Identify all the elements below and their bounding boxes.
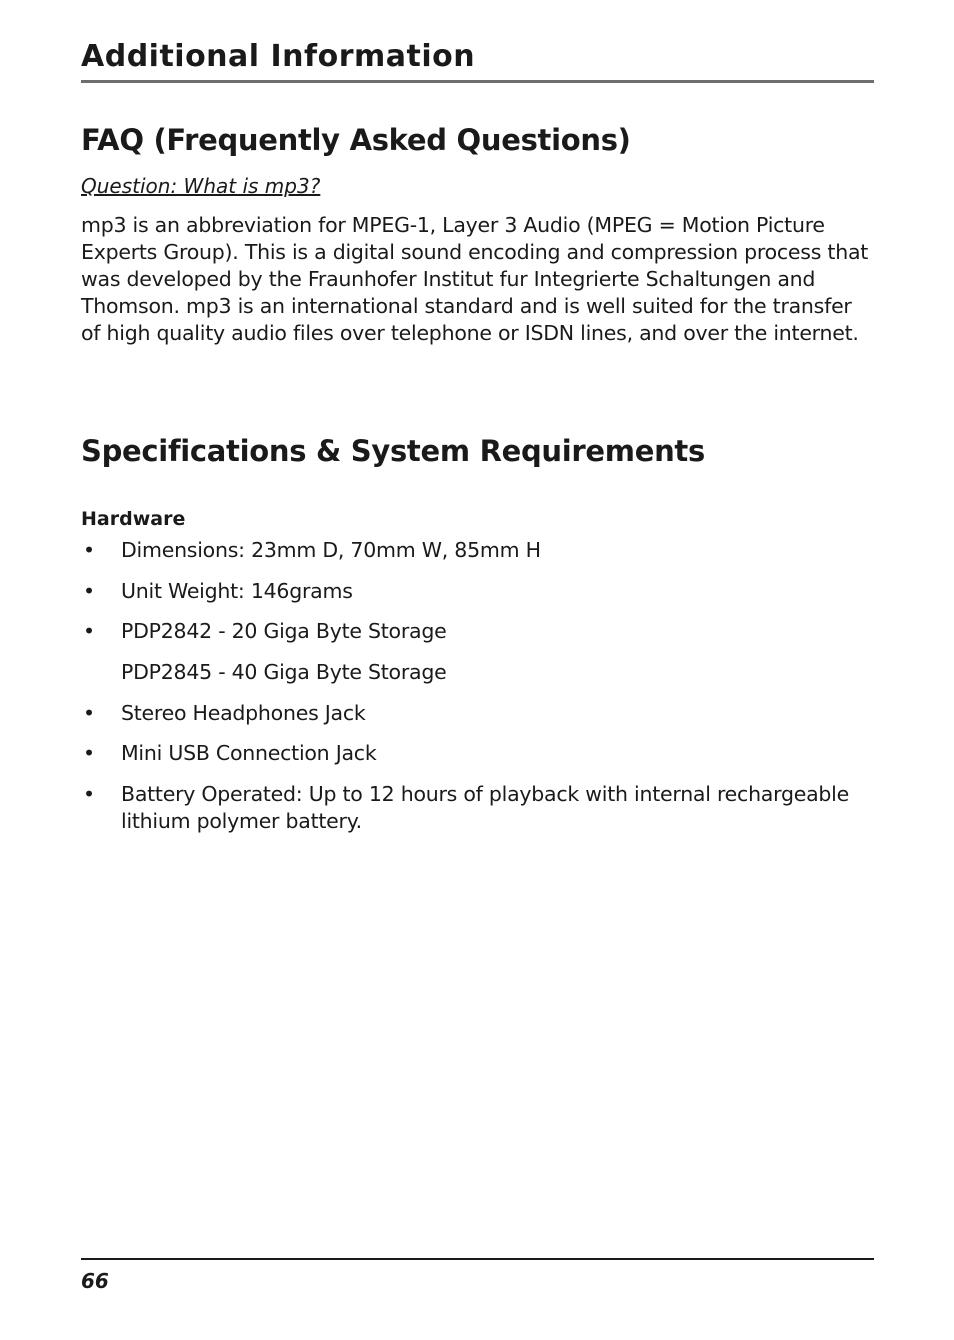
spec-item-storage-pdp2842	[81, 618, 861, 645]
bullet-marker: •	[83, 700, 95, 725]
spec-item-text: Battery Operated: Up to 12 hours of playback with internal rechargeable lithium polymer battery.	[121, 782, 849, 834]
spec-item-text: Unit Weight: 146grams	[121, 578, 353, 603]
page-number: 66	[81, 1269, 109, 1293]
spec-item-text: PDP2845 - 40 Giga Byte Storage	[121, 660, 447, 685]
spec-item-headphones-jack	[81, 700, 861, 727]
faq-heading: FAQ (Frequently Asked Questions)	[81, 123, 631, 157]
hardware-spec-list	[81, 537, 861, 849]
spec-item-storage-pdp2845	[81, 659, 861, 686]
spec-item-battery	[81, 781, 861, 835]
spec-item-usb-jack	[81, 740, 861, 767]
bullet-marker: •	[83, 782, 95, 807]
faq-question: Question: What is mp3?	[81, 174, 321, 198]
bullet-marker: •	[83, 619, 95, 644]
page-header-title: Additional Information	[81, 39, 476, 74]
bullet-marker: •	[83, 538, 95, 562]
faq-answer: mp3 is an abbreviation for MPEG-1, Layer 3 Audio (MPEG = Motion Picture Experts Group). This is a digital sound encoding and compression process that was developed by the Fraunhofer Institut fur Integrierte Schaltungen and Thomson. mp3 is an international standard and is well suited for the transfer of high quality audio files over telephone or ISDN lines, and over the internet.	[81, 213, 869, 345]
page-header	[81, 38, 874, 83]
bullet-marker: •	[83, 741, 95, 766]
spec-item-dimensions	[81, 537, 861, 564]
hardware-label: Hardware	[81, 508, 186, 530]
spec-item-text: Mini USB Connection Jack	[121, 741, 377, 766]
spec-item-text: PDP2842 - 20 Giga Byte Storage	[121, 619, 447, 644]
spec-item-text: Dimensions: 23mm D, 70mm W, 85mm H	[121, 538, 541, 562]
spec-item-text: Stereo Headphones Jack	[121, 700, 366, 725]
bullet-marker: •	[83, 578, 95, 603]
footer-rule	[81, 1258, 874, 1260]
spec-item-weight	[81, 578, 861, 605]
specs-heading: Specifications & System Requirements	[81, 434, 705, 468]
